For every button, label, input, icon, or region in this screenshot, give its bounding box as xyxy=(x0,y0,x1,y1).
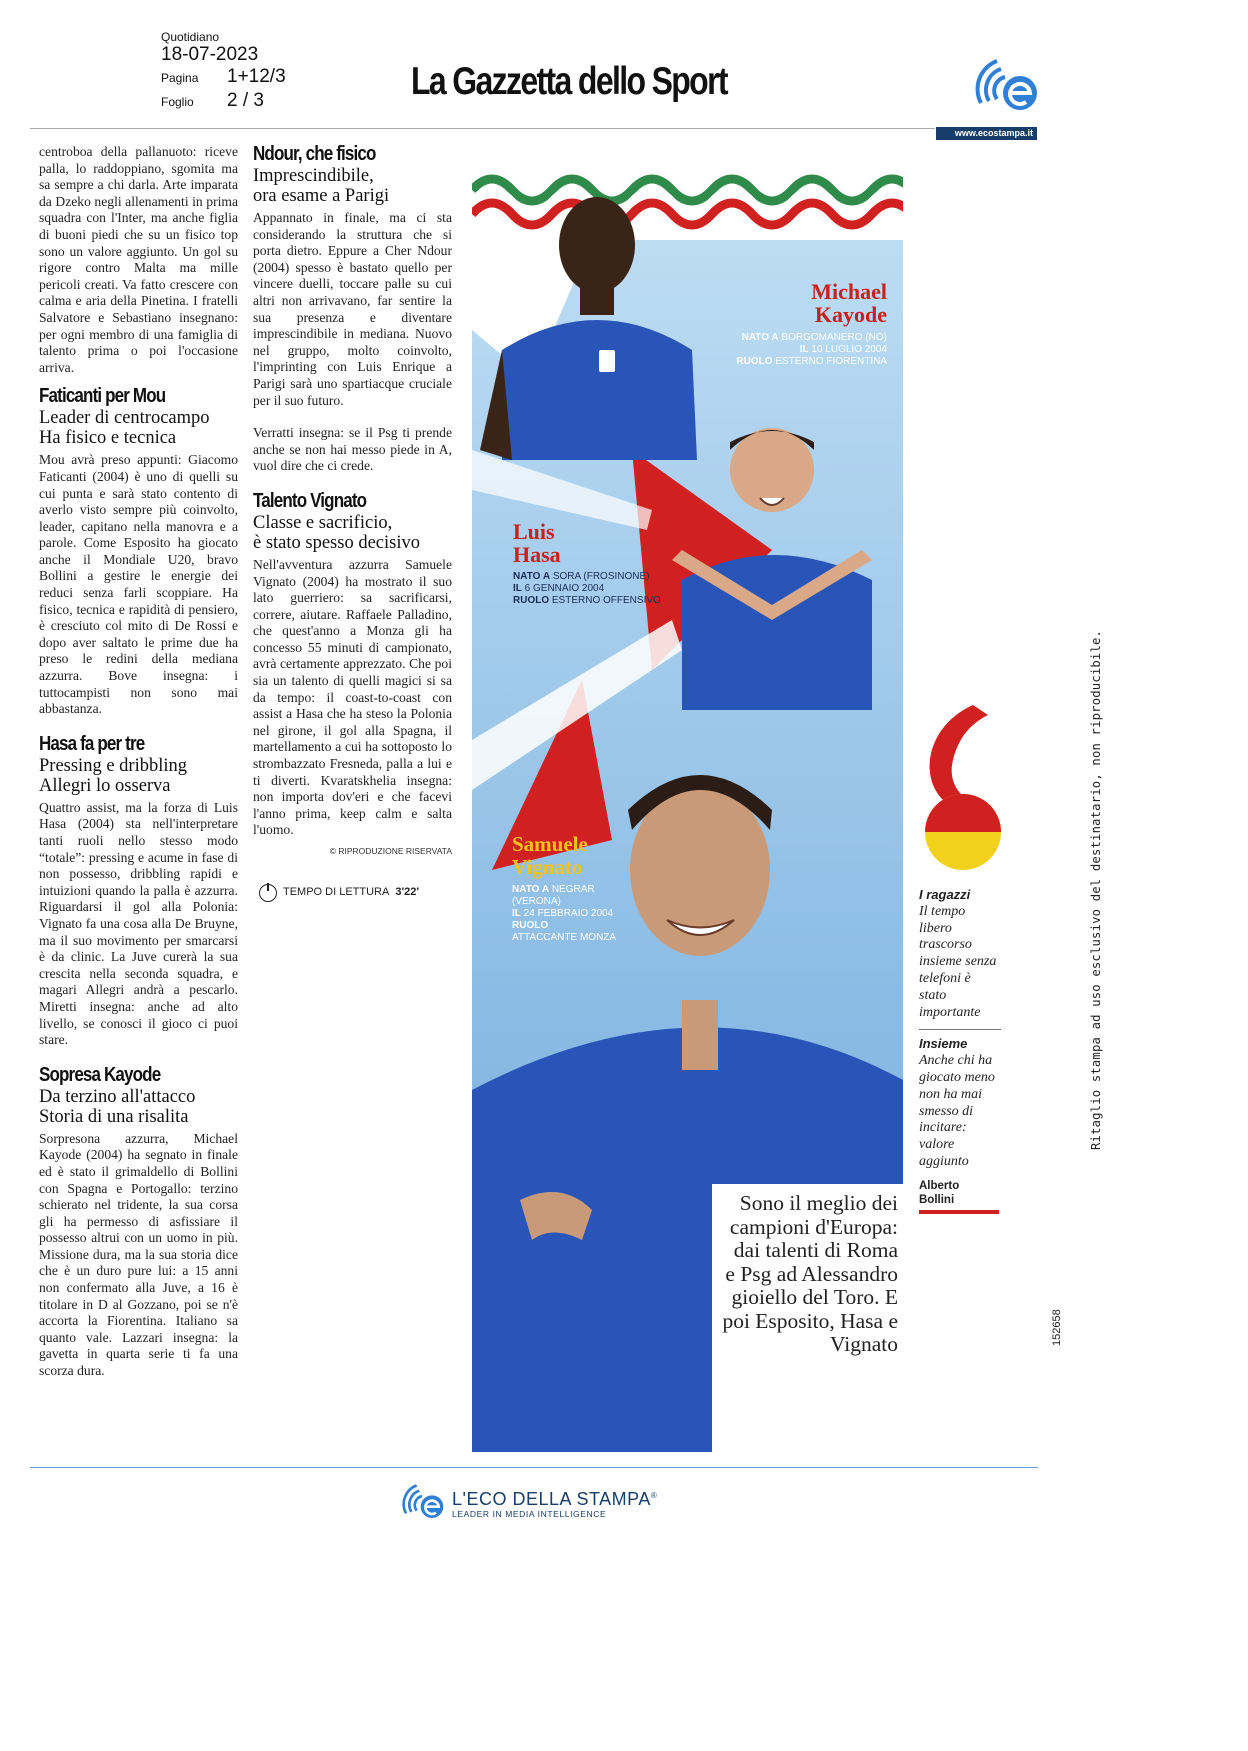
footer-brand-name xyxy=(452,1486,657,1509)
article-column-1 xyxy=(39,144,238,1394)
date-label: IL xyxy=(513,583,522,594)
section-kicker: Talento Vignato xyxy=(253,489,367,512)
born-place: SORA (FROSINONE) xyxy=(552,571,650,582)
subhead-line: Ha fisico e tecnica xyxy=(39,428,177,449)
sheet-row xyxy=(161,90,286,114)
sheet-label: Foglio xyxy=(161,95,194,109)
page-value: 1+12/3 xyxy=(227,66,286,87)
footer-divider xyxy=(30,1467,1038,1468)
sheet-value: 2 / 3 xyxy=(227,90,264,111)
footer-tagline: LEADER IN MEDIA INTELLIGENCE xyxy=(452,1508,607,1519)
ecostampa-logo-icon xyxy=(975,55,1041,117)
section-body-continued: Verratti insegna: se il Psg ti prende anche se non hai messo piede in A, vuol dire che ci crede. xyxy=(253,425,452,474)
player-first-name: Michael xyxy=(811,279,887,304)
subhead-line: Classe e sacrificio, xyxy=(253,512,393,533)
subhead-line: Leader di centrocampo xyxy=(39,408,210,429)
born-label: NATO A xyxy=(741,332,779,343)
section-ndour xyxy=(253,142,452,475)
section-body: Nell'avventura azzurra Samuele Vignato (2004) ha mostrato il suo lato guerriero: sa sacrificarsi, correre, aiutare. Raffaele Palladino, che quest'anno a Monza gli ha concesso 55 minuti di campionato, avrà certamente apprezzato. Che poi sia un talento di quelli magici si sa da tempo: il coast-to-coast con assist a Hasa che ha steso la Polonia nel girone, il gol alla Spagna, il martellamento a cui ha sottoposto lo strombazzato Fresneda, palla a lui e ti diverti. Kvaratskhelia insegna: non importa dov'eri e che facevi l'anno prima, keep calm e salta l'uomo. xyxy=(253,556,452,838)
subhead-line: è stato spesso decisivo xyxy=(253,532,420,553)
player-info-kayode xyxy=(727,332,887,368)
sidebar-heading: I ragazzi xyxy=(919,887,971,902)
section-faticanti xyxy=(39,384,238,718)
player-info-hasa xyxy=(513,571,693,607)
pull-quote: Sono il meglio dei campioni d'Europa: dai talenti di Roma e Psg ad Alessandro gioiello del Toro. E poi Esposito, Hasa e Vignato xyxy=(722,1191,898,1356)
page-row xyxy=(161,66,286,90)
clipping-notice: Ritaglio stampa ad uso esclusivo del destinatario, non riproducibile. xyxy=(1089,629,1103,1150)
author-first-name: Alberto xyxy=(919,1179,960,1192)
section-kicker: Ndour, che fisico xyxy=(253,143,376,165)
date-label: IL xyxy=(512,908,521,919)
page-label: Pagina xyxy=(161,71,199,85)
article-column-2 xyxy=(253,142,452,902)
section-body: Mou avrà preso appunti: Giacomo Faticanti (2004) è uno di quelli su cui punta e sarà stato contento di averlo visto sempre più coinvolto, leader, capitano nella manovra e a parole. Come Esposito ha giocato anche il Mondiale U20, bravo Bollini a gestire le energie dei reduci senza farli scoppiare. Ha fisico, tecnica e rapidità di pensiero, è cresciuto col mito di De Rossi e dopo aver saltato le prime due ha preso le redini della mediana azzurra. Bove insegna: i tuttocampisti non sono mai abbastanza. xyxy=(39,452,238,717)
section-kicker: Faticanti per Mou xyxy=(39,385,166,408)
section-subhead xyxy=(39,756,238,796)
subhead-line: Storia di una risalita xyxy=(39,1106,189,1127)
intro-paragraph: centroboa della pallanuoto: riceve palla, lo raddoppiano, sgomita ma sa sempre a chi darla. Arte imparata da Dzeko negli allenamenti in prima squadra con l'Inter, ma anche figlia di buoni piedi che su un fisico top sono un valore aggiunto. Un gol su rigore contro Malta ma mille pericoli creati. Va fatto crescere con calma e aria della Pinetina. I fratelli Salvatore e Sebastiano insegnano: per ogni membro di una famiglia di talento prima o poi l'occasione arriva. xyxy=(39,144,238,375)
sidebar-divider xyxy=(919,1029,1001,1030)
section-kicker: Hasa fa per tre xyxy=(39,732,145,755)
section-subhead xyxy=(253,166,452,206)
role-value: ATTACCANTE MONZA xyxy=(512,932,617,943)
subhead-line: Allegri lo osserva xyxy=(39,775,171,796)
reading-time-value: 3'22' xyxy=(395,886,419,899)
subhead-line: Pressing e dribbling xyxy=(39,755,187,776)
role-label: RUOLO xyxy=(736,356,773,367)
section-body: Quattro assist, ma la forza di Luis Hasa (2004) sta nell'interpretare tanti ruoli nello stesso modo “totale”: pressing e acume in fase di non possesso, dribbling rapidi e intuizioni quando la palla è azzurra. Riguardarsi il gol alla Polonia: Vignato fa una cosa alla De Bruyne, ma il suo movimento per smarcarsi è da clinic. La Juve curerà la sua crescita nella seconda squadra, e magari Allegri andrà a pescarlo. Miretti insegna: anche ad alto livello, se conosci il gioco ci puoi stare. xyxy=(39,799,238,1048)
copyright-note: © RIPRODUZIONE RISERVATA xyxy=(329,846,452,856)
player-first-name: Luis xyxy=(513,519,555,544)
birth-date: 10 LUGLIO 2004 xyxy=(811,344,887,355)
reading-time-label: TEMPO DI LETTURA xyxy=(283,886,390,899)
subhead-line: Da terzino all'attacco xyxy=(39,1086,196,1107)
document-meta xyxy=(161,30,286,114)
player-name-vignato xyxy=(512,833,588,879)
section-vignato xyxy=(253,489,452,860)
role-value: ESTERNO OFFENSIVO xyxy=(551,595,661,606)
role-label: RUOLO xyxy=(513,595,550,606)
role-value: ESTERNO FIORENTINA xyxy=(775,356,887,367)
author-last-name: Bollini xyxy=(919,1193,955,1206)
player-last-name: Hasa xyxy=(513,542,561,567)
player-last-name: Vignato xyxy=(512,855,583,879)
born-label: NATO A xyxy=(512,884,550,895)
sidebar-text: Anche chi ha giocato meno non ha mai smesso di incitare: valore aggiunto xyxy=(919,1053,995,1169)
section-body: Appannato in finale, ma ci sta considerando la struttura che si porta dietro. Eppure a Cher Ndour (2004) spesso è bastato quello per vincere duelli, toccare palle su cui altri non arrivavano, far sentire la sua presenza e diventare imprescindibile in mediana. Nuovo nel gruppo, molto coinvolto, l'imprinting con Luis Enrique a Parigi sarà uno spartiacque cruciale per il suo futuro. xyxy=(253,210,452,408)
player-last-name: Kayode xyxy=(814,302,887,327)
author-underline xyxy=(919,1210,999,1214)
footer-brand xyxy=(402,1478,657,1526)
publication-date: 18-07-2023 xyxy=(161,44,259,65)
date-label: IL xyxy=(799,344,809,355)
section-subhead xyxy=(39,1087,238,1127)
section-subhead xyxy=(253,513,452,553)
player-name-hasa xyxy=(513,520,561,566)
section-kicker: Sopresa Kayode xyxy=(39,1063,161,1086)
header-divider xyxy=(30,128,935,129)
section-hasa xyxy=(39,732,238,1049)
born-place: NEGRAR xyxy=(551,884,595,895)
section-subhead xyxy=(39,408,238,448)
publication-type: Quotidiano xyxy=(161,30,220,44)
ecostampa-footer-logo-icon xyxy=(402,1480,446,1524)
sidebar-author xyxy=(919,1179,1001,1207)
flag-ribbon xyxy=(472,179,903,225)
birth-date: 6 GENNAIO 2004 xyxy=(524,583,605,594)
clock-icon xyxy=(259,884,277,902)
born-place: BORGOMANERO (NO) xyxy=(781,332,887,343)
birth-date: 24 FEBBRAIO 2004 xyxy=(523,908,614,919)
registered-mark: ® xyxy=(650,1490,658,1500)
sidebar-heading: Insieme xyxy=(919,1036,968,1052)
section-kayode xyxy=(39,1063,238,1380)
subhead-line: ora esame a Parigi xyxy=(253,186,390,206)
reading-time xyxy=(253,884,452,902)
player-first-name: Samuele xyxy=(512,832,588,856)
subhead-line: Imprescindibile, xyxy=(253,166,374,186)
born-label: NATO A xyxy=(513,571,551,582)
player-info-vignato xyxy=(512,884,632,944)
section-body: Sorpresona azzurra, Michael Kayode (2004) ha segnato in finale ed è stato il grimaldello di Bollini con Spagna e Portogallo: terzino schierato nel tridente, la sua corsa gli ha permesso di asfissiare il possesso altrui con un uomo in più. Missione dura, ma la sua storia dice che è un duro pure lui: a 15 anni non confermato alla Juve, a 16 è titolare in D al Gozzano, poi se n'è accorta la Fiorentina. Italiano sa quanto vale. Lazzari insegna: la gavetta in quarta serie ti fa una scorza dura. xyxy=(39,1130,238,1379)
sidebar-quotes xyxy=(919,887,1001,1214)
role-label: RUOLO xyxy=(512,920,549,931)
document-code: 152658 xyxy=(1051,1309,1063,1346)
source-url[interactable]: www.ecostampa.it xyxy=(936,127,1037,140)
quote-mark-icon xyxy=(918,700,1008,880)
brand-text: L'ECO DELLA STAMPA xyxy=(452,1488,651,1509)
player-name-kayode xyxy=(772,280,887,326)
sidebar-text: Il tempo libero trascorso insieme senza telefoni è stato importante xyxy=(919,903,997,1020)
born-place-continued: (VERONA) xyxy=(512,896,561,907)
masthead: La Gazzetta dello Sport xyxy=(411,60,727,103)
